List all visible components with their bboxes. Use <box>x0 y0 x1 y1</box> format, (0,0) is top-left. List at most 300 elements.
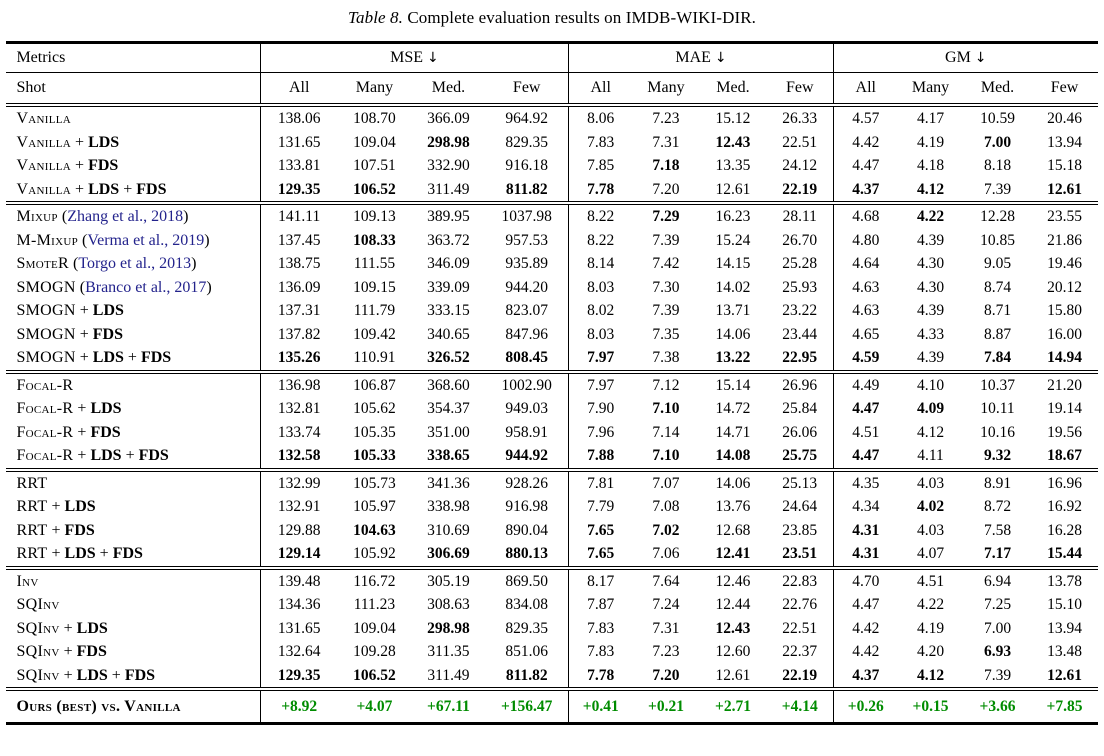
method-cell <box>6 131 260 155</box>
method-cell <box>6 252 260 276</box>
shot-header-row <box>6 73 1097 106</box>
method-cell <box>6 444 260 470</box>
value-cell: 7.08 <box>652 498 680 515</box>
method-name: Focal-R <box>16 400 74 417</box>
method-name: Vanilla <box>16 110 72 127</box>
method-cell <box>6 203 260 229</box>
method-cell <box>6 640 260 664</box>
method-name: RRT <box>16 474 48 492</box>
method-text: + <box>121 447 139 464</box>
summary-value-cell: +0.26 <box>834 689 898 724</box>
value-cell: 7.79 <box>568 495 632 519</box>
value-cell: 105.97 <box>353 498 396 515</box>
value-cell: 133.74 <box>260 421 337 445</box>
value-cell: 4.65 <box>834 323 898 347</box>
value-cell: 23.55 <box>1047 208 1082 225</box>
value-cell: 4.11 <box>898 444 964 470</box>
value-cell: 9.32 <box>964 444 1032 470</box>
value-cell: 326.52 <box>411 346 485 372</box>
shot-label: Shot <box>6 73 260 106</box>
value-cell: 4.47 <box>834 444 898 470</box>
value-cell: 7.42 <box>652 255 680 272</box>
method-name: RRT <box>16 545 48 562</box>
table-row <box>6 617 1097 641</box>
shot-col-header: Many <box>632 73 699 106</box>
value-cell: 4.02 <box>916 498 945 515</box>
value-cell: 346.09 <box>427 255 470 272</box>
value-cell: 4.03 <box>916 474 945 492</box>
value-cell: 19.14 <box>1047 400 1082 417</box>
value-cell: 811.82 <box>485 664 568 690</box>
value-cell: 4.42 <box>834 131 898 155</box>
citation-link[interactable]: Verma et al., 2019 <box>87 231 205 249</box>
value-cell: 14.15 <box>715 255 751 272</box>
value-cell: 8.02 <box>568 299 632 323</box>
value-cell: 13.94 <box>1047 133 1082 151</box>
method-variant: FDS <box>140 349 172 366</box>
value-cell: 25.93 <box>782 278 818 296</box>
value-cell: 134.36 <box>260 593 337 617</box>
value-cell: 14.71 <box>715 423 751 441</box>
value-cell: 137.45 <box>260 229 337 253</box>
value-cell: 7.83 <box>568 640 632 664</box>
value-cell: 7.17 <box>964 542 1032 568</box>
method-name: Vanilla <box>16 133 72 151</box>
value-cell: 7.39 <box>964 664 1032 690</box>
value-cell: 111.55 <box>353 255 396 272</box>
method-name: Ours (best) <box>16 698 97 715</box>
summary-value-cell: +4.07 <box>356 698 393 715</box>
citation-link[interactable]: Torgo et al., 2013 <box>78 255 192 272</box>
value-cell: 131.65 <box>260 617 337 641</box>
method-name: RRT <box>16 498 48 515</box>
method-text: ) <box>183 208 189 225</box>
value-cell: 4.68 <box>834 203 898 229</box>
value-cell: 823.07 <box>505 302 549 319</box>
summary-row <box>6 689 1097 724</box>
method-variant: LDS <box>88 133 120 151</box>
shot-col-header: All <box>834 73 898 106</box>
value-cell: 7.88 <box>568 444 632 470</box>
value-cell: 4.07 <box>898 542 964 568</box>
value-cell: 311.35 <box>427 643 470 660</box>
table-row <box>6 664 1097 690</box>
method-name: SmoteR <box>16 255 69 272</box>
method-text: + <box>73 423 91 441</box>
method-variant: LDS <box>64 498 96 515</box>
value-cell: 7.29 <box>652 208 680 225</box>
value-cell: 944.20 <box>505 278 549 296</box>
value-cell: 1037.98 <box>501 208 552 225</box>
summary-value-cell: +0.41 <box>568 689 632 724</box>
value-cell: 8.72 <box>983 498 1012 515</box>
value-cell: 368.60 <box>427 376 470 394</box>
shot-col-header: Few <box>1032 73 1098 106</box>
method-name: Vanilla <box>16 180 72 198</box>
method-cell <box>6 323 260 347</box>
value-cell: 8.71 <box>983 302 1012 319</box>
value-cell: 7.97 <box>568 372 632 398</box>
value-cell: 7.12 <box>652 376 680 394</box>
value-cell: 108.70 <box>353 110 396 127</box>
value-cell: 869.50 <box>505 572 549 590</box>
summary-value-cell: +0.21 <box>647 698 684 715</box>
value-cell: 20.12 <box>1047 278 1082 296</box>
value-cell: 12.43 <box>715 619 751 637</box>
value-cell: 916.18 <box>505 157 549 174</box>
value-cell: 108.33 <box>353 231 396 249</box>
table-row <box>6 178 1097 204</box>
value-cell: 23.85 <box>782 521 818 539</box>
value-cell: 10.16 <box>980 423 1015 441</box>
value-cell: 24.12 <box>782 157 818 174</box>
value-cell: 26.70 <box>782 231 818 249</box>
value-cell: 4.70 <box>834 568 898 594</box>
value-cell: 4.12 <box>898 178 964 204</box>
method-text: + <box>47 498 65 515</box>
method-text: ( <box>69 255 79 272</box>
value-cell: 7.78 <box>568 178 632 204</box>
table-row <box>6 299 1097 323</box>
method-cell <box>6 372 260 398</box>
value-cell: 8.18 <box>983 157 1012 174</box>
value-cell: 21.20 <box>1047 376 1082 394</box>
value-cell: 14.06 <box>715 325 751 343</box>
value-cell: 944.92 <box>485 444 568 470</box>
summary-value-cell: +0.15 <box>912 698 949 715</box>
method-cell <box>6 154 260 178</box>
value-cell: 8.03 <box>568 323 632 347</box>
shot-col-header: All <box>260 73 337 106</box>
group-header-mse <box>260 43 568 73</box>
method-text: + <box>123 349 141 366</box>
value-cell: 8.91 <box>983 474 1012 492</box>
value-cell: 4.22 <box>916 596 945 613</box>
table-row <box>6 252 1097 276</box>
value-cell: 4.47 <box>834 593 898 617</box>
value-cell: 4.64 <box>834 252 898 276</box>
value-cell: 7.39 <box>652 302 680 319</box>
method-cell <box>6 229 260 253</box>
value-cell: 18.67 <box>1032 444 1098 470</box>
value-cell: 136.09 <box>260 276 337 300</box>
value-cell: 8.22 <box>568 229 632 253</box>
method-variant: FDS <box>90 423 121 441</box>
value-cell: 8.06 <box>568 105 632 131</box>
value-cell: 4.33 <box>916 325 945 343</box>
value-cell: 116.72 <box>353 572 396 590</box>
table-row <box>6 568 1097 594</box>
value-cell: 132.99 <box>260 470 337 496</box>
value-cell: 28.11 <box>782 208 817 225</box>
method-name: RRT <box>16 521 48 539</box>
method-text: + <box>59 619 77 637</box>
value-cell: 24.64 <box>782 498 818 515</box>
table-row <box>6 640 1097 664</box>
summary-value-cell: +156.47 <box>500 698 553 715</box>
table-caption <box>0 0 1104 28</box>
value-cell: 15.80 <box>1047 302 1082 319</box>
value-cell: 829.35 <box>505 619 549 637</box>
method-variant: FDS <box>92 325 124 343</box>
value-cell: 22.95 <box>766 346 833 372</box>
summary-label-cell <box>6 689 260 724</box>
table-row <box>6 495 1097 519</box>
value-cell: 7.02 <box>652 521 680 539</box>
method-name: SMOGN <box>16 278 76 296</box>
value-cell: 7.39 <box>652 231 680 249</box>
value-cell: 311.49 <box>411 664 485 690</box>
method-variant: FDS <box>124 666 156 684</box>
value-cell: 310.69 <box>427 521 470 539</box>
value-cell: 111.23 <box>353 596 396 613</box>
method-name: SMOGN <box>16 349 76 366</box>
summary-value-cell: +3.66 <box>979 698 1016 715</box>
value-cell: 104.63 <box>353 521 396 539</box>
value-cell: 132.58 <box>260 444 337 470</box>
value-cell: 890.04 <box>505 521 549 539</box>
method-text: + <box>59 643 77 660</box>
value-cell: 107.51 <box>353 157 396 174</box>
method-name: Focal-R <box>16 423 74 441</box>
method-text: + <box>95 545 113 562</box>
method-name: SQInv <box>16 619 60 637</box>
value-cell: 129.35 <box>260 664 337 690</box>
value-cell: 4.49 <box>834 372 898 398</box>
value-cell: 7.10 <box>652 400 680 417</box>
value-cell: 141.11 <box>260 203 337 229</box>
value-cell: 138.75 <box>260 252 337 276</box>
value-cell: 4.59 <box>834 346 898 372</box>
value-cell: 106.87 <box>353 376 396 394</box>
value-cell: 16.92 <box>1047 498 1082 515</box>
value-cell: 21.86 <box>1047 231 1082 249</box>
table-row <box>6 421 1097 445</box>
citation-link[interactable]: Branco et al., 2017 <box>85 278 207 296</box>
citation-link[interactable]: Zhang et al., 2018 <box>67 208 184 225</box>
shot-col-header: Med. <box>964 73 1032 106</box>
value-cell: 12.61 <box>1032 178 1098 204</box>
value-cell: 105.92 <box>337 542 411 568</box>
value-cell: 916.98 <box>505 498 549 515</box>
value-cell: 12.60 <box>715 643 751 660</box>
value-cell: 12.61 <box>1032 664 1098 690</box>
value-cell: 12.61 <box>699 664 766 690</box>
value-cell: 7.96 <box>568 421 632 445</box>
method-cell <box>6 519 260 543</box>
value-cell: 13.78 <box>1047 572 1082 590</box>
value-cell: 351.00 <box>427 423 470 441</box>
value-cell: 4.18 <box>916 157 945 174</box>
value-cell: 4.31 <box>834 519 898 543</box>
value-cell: 8.14 <box>568 252 632 276</box>
value-cell: 7.85 <box>568 154 632 178</box>
value-cell: 110.91 <box>337 346 411 372</box>
value-cell: 23.51 <box>766 542 833 568</box>
value-cell: 8.74 <box>983 278 1012 296</box>
method-text: ) <box>191 255 197 272</box>
metrics-label: Metrics <box>6 43 260 73</box>
table-row <box>6 203 1097 229</box>
down-arrow-icon: ↓ <box>427 50 439 66</box>
value-cell: 6.94 <box>983 572 1012 590</box>
table-row <box>6 105 1097 131</box>
value-cell: 7.30 <box>652 278 680 296</box>
group-label: GM <box>945 49 971 66</box>
value-cell: 109.15 <box>353 278 396 296</box>
value-cell: 4.31 <box>834 542 898 568</box>
value-cell: 22.83 <box>782 572 818 590</box>
shot-col-header: Few <box>766 73 833 106</box>
table-row <box>6 346 1097 372</box>
value-cell: 306.69 <box>411 542 485 568</box>
value-cell: 109.28 <box>353 643 396 660</box>
method-name: SQInv <box>16 643 60 660</box>
value-cell: 7.64 <box>652 572 680 590</box>
method-name: SQInv <box>16 666 60 684</box>
method-cell <box>6 397 260 421</box>
value-cell: 22.19 <box>766 178 833 204</box>
value-cell: 109.42 <box>353 325 396 343</box>
value-cell: 7.84 <box>964 346 1032 372</box>
table-row <box>6 519 1097 543</box>
value-cell: 105.73 <box>353 474 396 492</box>
value-cell: 7.10 <box>632 444 699 470</box>
value-cell: 15.24 <box>715 231 751 249</box>
method-variant: FDS <box>138 447 169 464</box>
method-variant: LDS <box>76 619 108 637</box>
value-cell: 7.58 <box>983 521 1012 539</box>
value-cell: 12.28 <box>980 208 1015 225</box>
method-variant: LDS <box>76 666 108 684</box>
value-cell: 15.14 <box>715 376 751 394</box>
group-header-gm <box>834 43 1098 73</box>
method-name: Mixup <box>16 208 58 225</box>
value-cell: 25.13 <box>782 474 818 492</box>
value-cell: 7.38 <box>632 346 699 372</box>
value-cell: 137.31 <box>260 299 337 323</box>
value-cell: 340.65 <box>427 325 470 343</box>
value-cell: 19.56 <box>1047 423 1082 441</box>
method-variant: FDS <box>112 545 143 562</box>
method-variant: LDS <box>64 545 96 562</box>
value-cell: 4.57 <box>834 105 898 131</box>
method-cell <box>6 299 260 323</box>
method-name: M-Mixup <box>16 231 79 249</box>
value-cell: 13.35 <box>715 157 751 174</box>
value-cell: 305.19 <box>427 572 470 590</box>
method-text: ( <box>78 231 88 249</box>
value-cell: 15.44 <box>1032 542 1098 568</box>
value-cell: 23.44 <box>782 325 818 343</box>
value-cell: 132.91 <box>260 495 337 519</box>
value-cell: 958.91 <box>505 423 549 441</box>
value-cell: 4.19 <box>916 619 945 637</box>
value-cell: 136.98 <box>260 372 337 398</box>
method-name: Vanilla <box>124 698 181 715</box>
table-row <box>6 323 1097 347</box>
value-cell: 7.90 <box>568 397 632 421</box>
value-cell: 338.98 <box>427 498 470 515</box>
value-cell: 25.75 <box>766 444 833 470</box>
method-cell <box>6 105 260 131</box>
value-cell: 4.42 <box>834 640 898 664</box>
value-cell: 139.48 <box>260 568 337 594</box>
method-cell <box>6 346 260 372</box>
value-cell: 4.47 <box>834 154 898 178</box>
method-cell <box>6 470 260 496</box>
value-cell: 129.35 <box>260 178 337 204</box>
value-cell: 7.07 <box>652 474 680 492</box>
value-cell: 12.43 <box>715 133 751 151</box>
value-cell: 4.39 <box>916 231 945 249</box>
method-name: Focal-R <box>16 376 74 394</box>
method-variant: FDS <box>76 643 107 660</box>
method-cell <box>6 593 260 617</box>
value-cell: 20.46 <box>1047 110 1082 127</box>
method-cell <box>6 276 260 300</box>
value-cell: 4.09 <box>916 400 945 417</box>
value-cell: 298.98 <box>427 133 470 151</box>
method-name: Inv <box>16 572 39 590</box>
value-cell: 13.76 <box>715 498 751 515</box>
value-cell: 138.06 <box>260 105 337 131</box>
method-cell <box>6 568 260 594</box>
method-text: + <box>75 302 93 319</box>
value-cell: 22.19 <box>766 664 833 690</box>
value-cell: 4.34 <box>834 495 898 519</box>
value-cell: 14.02 <box>715 278 751 296</box>
table-row <box>6 470 1097 496</box>
value-cell: 4.51 <box>916 572 945 590</box>
value-cell: 4.63 <box>834 299 898 323</box>
value-cell: 10.11 <box>980 400 1015 417</box>
method-variant: FDS <box>64 521 95 539</box>
value-cell: 4.80 <box>834 229 898 253</box>
value-cell: 4.22 <box>916 208 945 225</box>
value-cell: 8.22 <box>568 203 632 229</box>
value-cell: 338.65 <box>411 444 485 470</box>
value-cell: 7.81 <box>568 470 632 496</box>
value-cell: 8.87 <box>983 325 1012 343</box>
value-cell: 7.39 <box>964 178 1032 204</box>
value-cell: 7.00 <box>983 133 1012 151</box>
value-cell: 15.18 <box>1047 157 1082 174</box>
value-cell: 12.44 <box>715 596 751 613</box>
value-cell: 137.82 <box>260 323 337 347</box>
method-variant: LDS <box>90 400 122 417</box>
value-cell: 12.46 <box>715 572 751 590</box>
method-text: + <box>71 133 89 151</box>
value-cell: 109.13 <box>353 208 396 225</box>
value-cell: 131.65 <box>260 131 337 155</box>
value-cell: 13.94 <box>1047 619 1082 637</box>
value-cell: 8.17 <box>568 568 632 594</box>
value-cell: 1002.90 <box>501 376 552 394</box>
value-cell: 7.23 <box>652 110 680 127</box>
value-cell: 7.06 <box>632 542 699 568</box>
value-cell: 19.46 <box>1047 255 1082 272</box>
value-cell: 14.94 <box>1032 346 1098 372</box>
value-cell: 135.26 <box>260 346 337 372</box>
value-cell: 7.31 <box>652 619 680 637</box>
value-cell: 16.28 <box>1047 521 1082 539</box>
value-cell: 14.08 <box>699 444 766 470</box>
value-cell: 332.90 <box>427 157 470 174</box>
value-cell: 964.92 <box>505 110 549 127</box>
value-cell: 26.06 <box>782 423 818 441</box>
value-cell: 4.30 <box>916 278 945 296</box>
